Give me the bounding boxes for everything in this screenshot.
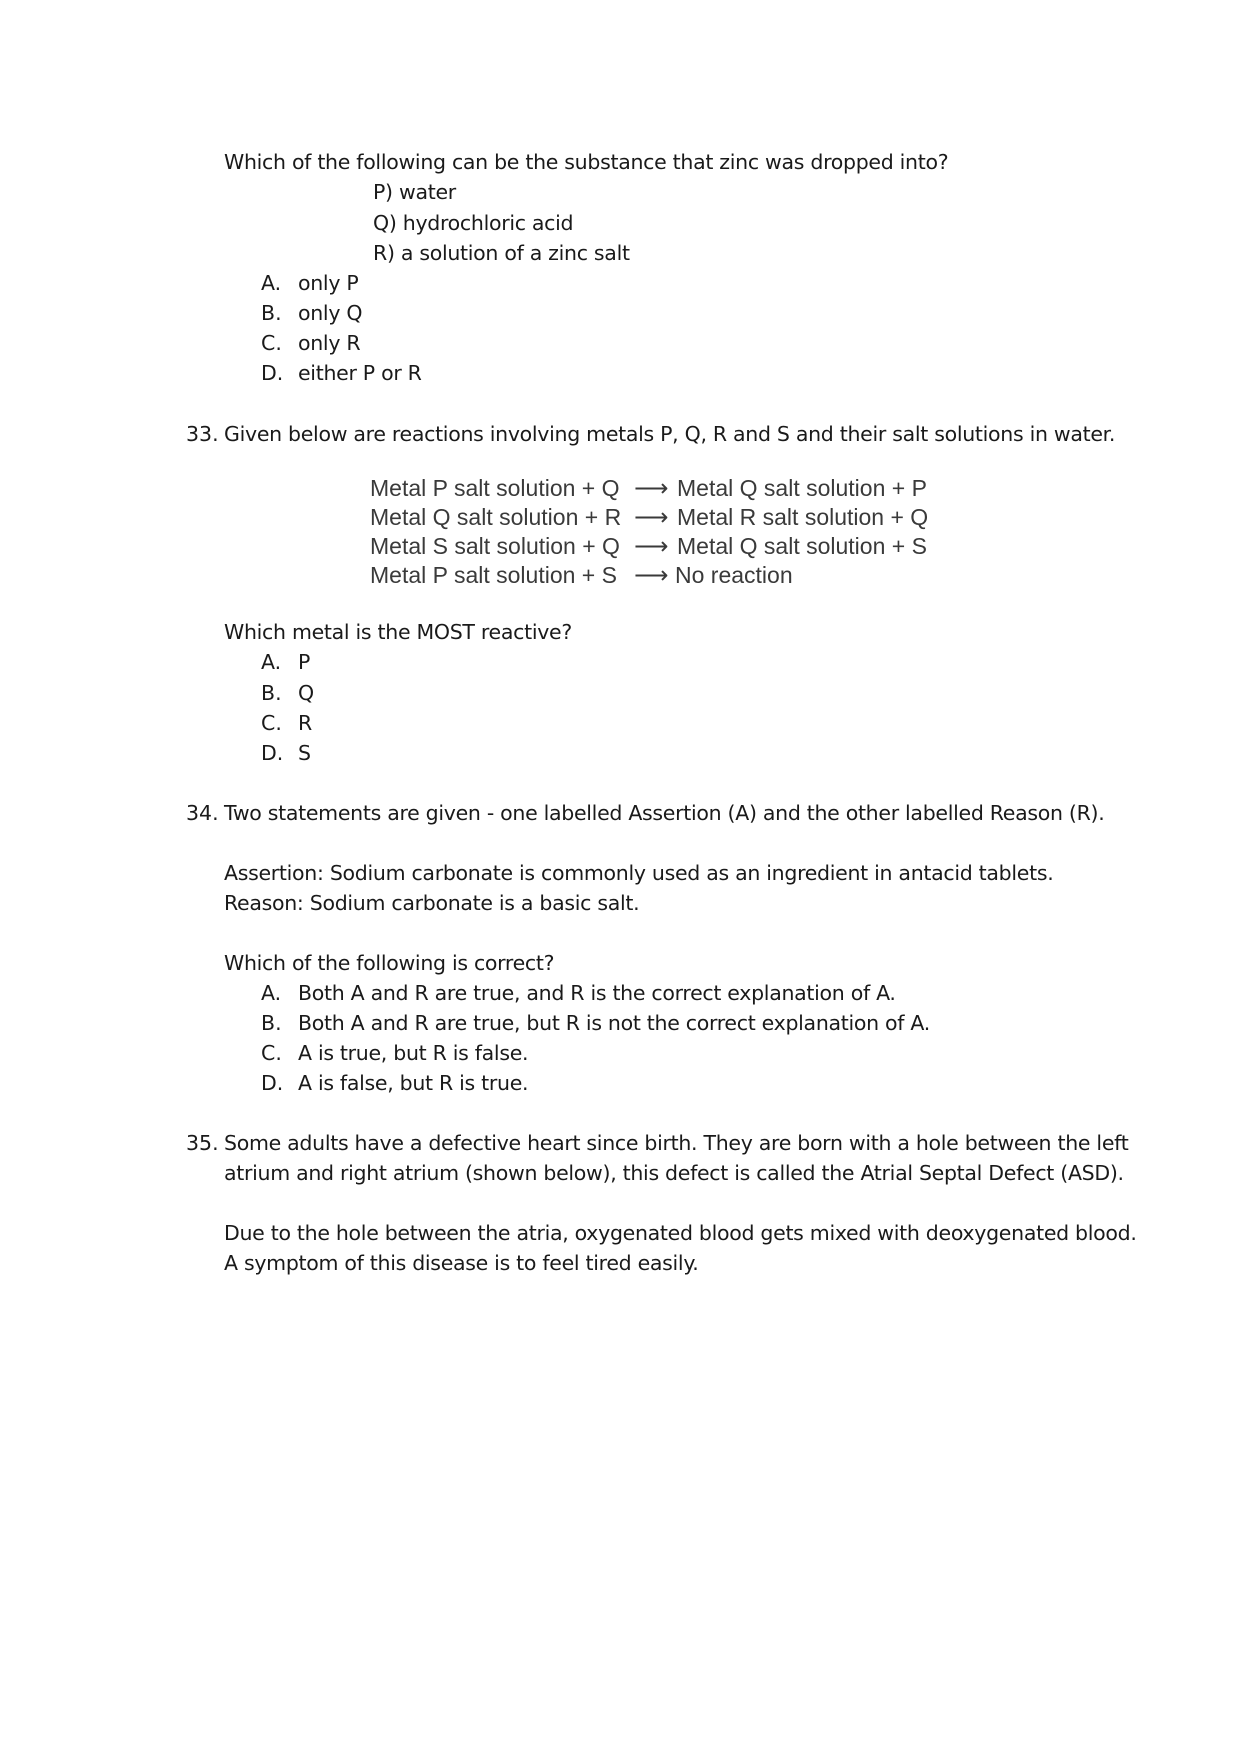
q32-statement-q: Q) hydrochloric acid bbox=[373, 211, 574, 235]
q34-reason: Reason: Sodium carbonate is a basic salt. bbox=[224, 891, 640, 915]
option-letter: B. bbox=[261, 301, 282, 325]
q35-number: 35. bbox=[186, 1131, 219, 1155]
reaction-left: Metal P salt solution + Q bbox=[370, 475, 620, 501]
q33-question: Which metal is the MOST reactive? bbox=[224, 620, 572, 644]
option-text: Both A and R are true, but R is not the correct explanation of A. bbox=[298, 1011, 931, 1035]
option-letter: D. bbox=[261, 1071, 284, 1095]
option-letter: C. bbox=[261, 1041, 282, 1065]
option-text: Q bbox=[298, 681, 314, 705]
q35-line-4: A symptom of this disease is to feel tired easily. bbox=[224, 1251, 699, 1275]
reaction-left: Metal P salt solution + S bbox=[370, 562, 617, 588]
q35-line-2: atrium and right atrium (shown below), this defect is called the Atrial Septal Defect (ASD). bbox=[224, 1161, 1124, 1185]
option-text: P bbox=[298, 650, 311, 674]
option-letter: A. bbox=[261, 650, 282, 674]
q34-number: 34. bbox=[186, 801, 219, 825]
q33-stem: Given below are reactions involving metals P, Q, R and S and their salt solutions in water. bbox=[224, 422, 1116, 446]
option-letter: B. bbox=[261, 1011, 282, 1035]
option-text: S bbox=[298, 741, 311, 765]
option-text: A is true, but R is false. bbox=[298, 1041, 529, 1065]
option-text: R bbox=[298, 711, 312, 735]
reaction-right: No reaction bbox=[675, 562, 793, 588]
option-letter: A. bbox=[261, 271, 282, 295]
option-letter: A. bbox=[261, 981, 282, 1005]
q32-statement-r: R) a solution of a zinc salt bbox=[373, 241, 630, 265]
option-text: only Q bbox=[298, 301, 363, 325]
option-letter: B. bbox=[261, 681, 282, 705]
reaction-right: Metal R salt solution + Q bbox=[677, 504, 929, 530]
q34-assertion: Assertion: Sodium carbonate is commonly used as an ingredient in antacid tablets. bbox=[224, 861, 1054, 885]
arrow-icon: ⟶ bbox=[634, 532, 669, 560]
q34-question: Which of the following is correct? bbox=[224, 951, 555, 975]
arrow-icon: ⟶ bbox=[634, 561, 669, 589]
arrow-icon: ⟶ bbox=[634, 474, 669, 502]
option-text: only R bbox=[298, 331, 361, 355]
q32-statement-p: P) water bbox=[373, 180, 456, 204]
option-letter: C. bbox=[261, 331, 282, 355]
reaction-left: Metal S salt solution + Q bbox=[370, 533, 620, 559]
q33-number: 33. bbox=[186, 422, 219, 446]
option-text: only P bbox=[298, 271, 359, 295]
reaction-right: Metal Q salt solution + S bbox=[677, 533, 927, 559]
option-text: Both A and R are true, and R is the correct explanation of A. bbox=[298, 981, 896, 1005]
option-letter: D. bbox=[261, 741, 284, 765]
q34-stem: Two statements are given - one labelled Assertion (A) and the other labelled Reason (R). bbox=[224, 801, 1105, 825]
option-letter: C. bbox=[261, 711, 282, 735]
q35-line-1: Some adults have a defective heart since birth. They are born with a hole between the left bbox=[224, 1131, 1129, 1155]
reaction-left: Metal Q salt solution + R bbox=[370, 504, 622, 530]
option-text: either P or R bbox=[298, 361, 422, 385]
reaction-right: Metal Q salt solution + P bbox=[677, 475, 927, 501]
q35-line-3: Due to the hole between the atria, oxygenated blood gets mixed with deoxygenated blood. bbox=[224, 1221, 1137, 1245]
q32-stem: Which of the following can be the substance that zinc was dropped into? bbox=[224, 150, 949, 174]
option-text: A is false, but R is true. bbox=[298, 1071, 529, 1095]
option-letter: D. bbox=[261, 361, 284, 385]
arrow-icon: ⟶ bbox=[634, 503, 669, 531]
